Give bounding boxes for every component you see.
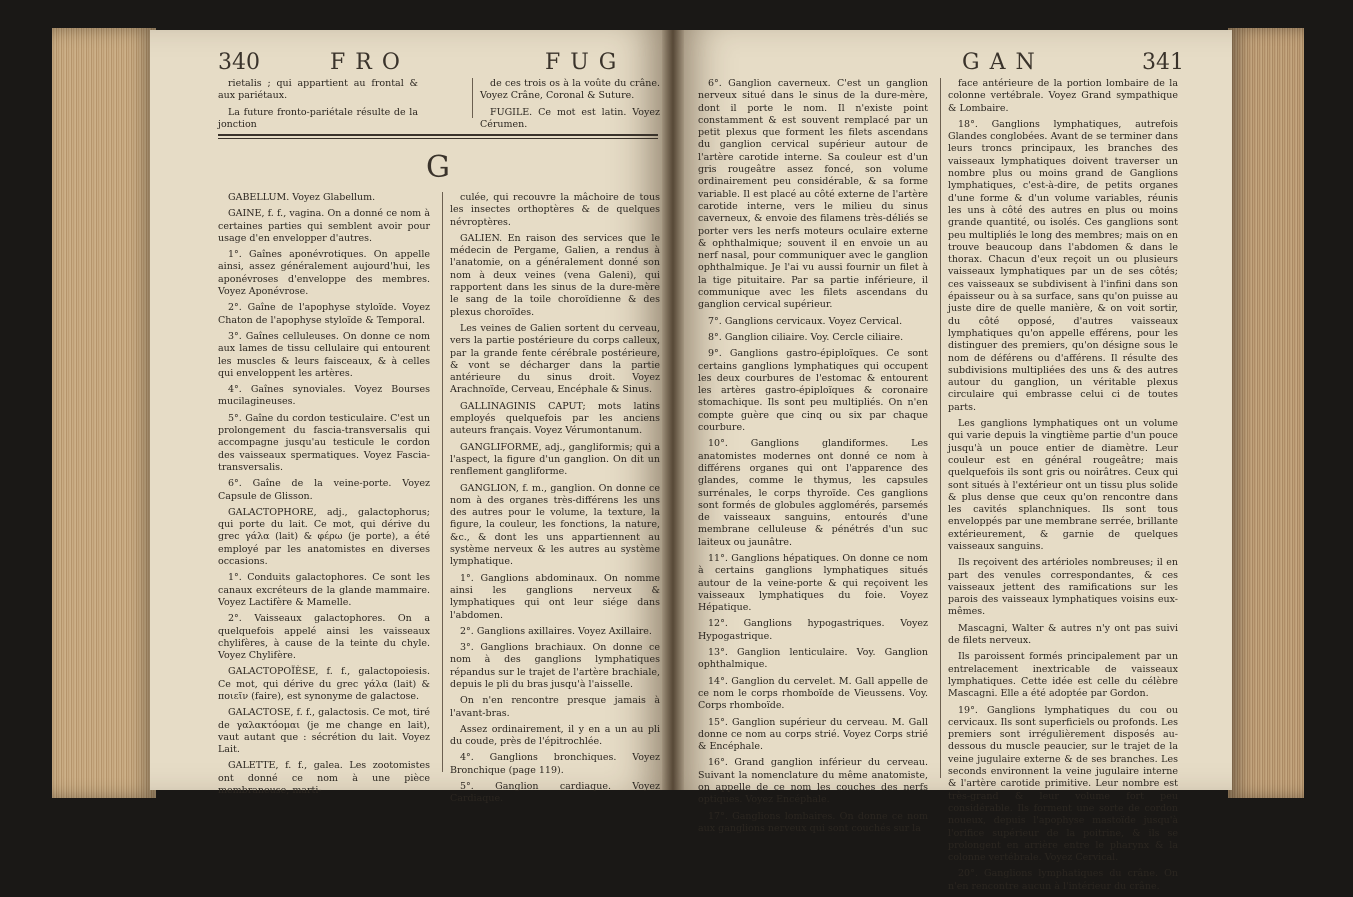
entry: Les veines de Galien sortent du cerveau, vers la partie postérieure du corps calleux, par la grande fente cérébrale postérieure, & vont se décharger dans la partie antérieure du sinus droit. Voyez Arachnoïde, Cerveau, Encéphale & Sinus. [450,322,660,396]
running-header-left: FRO [330,50,410,75]
entry: 19°. Ganglions lymphatiques du cou ou cervicaux. Ils sont superficiels ou profonds. Les premiers sont irrégulièrement disposés au-dessous du muscle peaucier, sur le trajet de la veine jugulaire externe & de ses branches. Les seconds environnent la veine jugulaire interne & l'artère carotide primitive. Leur nombre est très-grand & leur volume fort peu considérable. Ils forment une sorte de cordon noueux, depuis l'apophyse mastoïde jusqu'à l'orifice supérieur de la poitrine, & ils se prolongent en arrière entre le pharynx & la colonne vertébrale. Voyez Cervical. [948,704,1178,864]
entry: 2°. Gaîne de l'apophyse styloïde. Voyez Chaton de l'apophyse styloïde & Temporal. [218,302,430,326]
entry: 20°. Ganglions lymphatiques du crâne. On n'en rencontre aucun à l'intérieur du crâne. [948,868,1178,892]
entry: 2°. Vaisseaux galactophores. On a quelquefois appelé ainsi les vaisseaux chylifères, à cause de la teinte du chyle. Voyez Chylifère. [218,613,430,662]
entry: 8°. Ganglion ciliaire. Voy. Cercle ciliaire. [708,331,904,343]
entry: Ils reçoivent des artérioles nombreuses; il en part des venules correspondantes, & ces vaisseaux jettent des ramifications sur les parois des vaisseaux lymphatiques voisins eux-mêmes. [948,557,1178,618]
entry: 3°. Gaînes celluleuses. On donne ce nom aux lames de tissu cellulaire qui entourent les muscles & leurs faisceaux, & à celles qui enveloppent les artères. [218,330,430,379]
entry: 6°. Ganglion caverneux. C'est un ganglion nerveux situé dans le sinus de la dure-mère, dont il porte le nom. Il n'existe point constamment & est souvent remplacé par un petit plexus que forment les filets ascendans du ganglion cervical supérieur autour de l'artère carotide interne. Sa couleur est d'un gris rougeâtre assez foncé, son volume ordinairement peu considérable, & sa forme variable. Il est placé au côté externe de l'artère carotide interne, vers le milieu du sinus caverneux, & envoie des filamens très-déliés se porter vers les nerfs moteurs oculaire externe & ophthalmique; souvent il en envoie un au nerf nasal, pour communiquer avec le ganglion ophthalmique. Je l'ai vu aussi fournir un filet à la tige pituitaire. Par sa partie inférieure, il communique avec les filets ascendans du ganglion cervical supérieur. [698,78,928,311]
page-number: 340 [218,50,260,75]
entry: 18°. Ganglions lymphatiques, autrefois Glandes conglobées. Avant de se terminer dans leurs troncs principaux, les branches des vaisseaux lymphatiques doivent traverser un nombre plus ou moins grand de Ganglions lymphatiques, c'est-à-dire, de petits organes d'une forme & d'un volume variables, réunis les uns à côté des autres en plus ou moins grande quantité, ou isolés. Ces ganglions sont peu multipliés le long des membres; mais on en trouve beaucoup dans l'abdomen & dans le thorax. Chacun d'eux reçoit un ou plusieurs vaisseaux lymphatiques par un de ses côtés; ces vaisseaux se subdivisent à l'infini dans son épaisseur ou à sa surface, sans qu'on puisse au juste dire de quelle manière, & on voit sortir, du côté opposé, d'autres vaisseaux lymphatiques qu'on appelle efférens, pour les distinguer des premiers, qu'on désigne sous le nom de déférens ou d'afférens. Il résulte des subdivisions multipliées des uns & des autres autour du ganglion, un véritable plexus circulaire qui embrasse celui ci de toutes parts. [948,118,1178,413]
left-page [150,30,672,805]
entry: 1°. Gaînes aponévrotiques. On appelle ainsi, assez généralement aujourd'hui, les aponévroses d'enveloppe des membres. Voyez Aponévrose. [218,249,430,298]
entry: Assez ordinairement, il y en a un au pli du coude, près de l'épitrochlée. [450,723,660,748]
entry: 4°. Ganglions bronchiques. Voyez Bronchique (page 119). [450,752,660,776]
column-2 [948,78,1178,897]
entry: GANGLIFORME, adj., gangliformis; qui a l'aspect, la figure d'un ganglion. On dit un renflement gangliforme. [450,441,660,478]
entry: GALIEN. En raison des services que le médecin de Pergame, Galien, a rendus à l'anatomie, on a généralement donné son nom à deux veines (vena Galeni), qui rapportent dans les sinus de la dure-mère le sang de la toile choroïdienne & des plexus choroïdes. [450,232,660,318]
paragraph: de ces trois os à la voûte du crâne. Voyez Crâne, Coronal & Suture. [480,78,660,102]
entry: GALETTE, f. f., galea. Les zootomistes ont donné ce nom à une pièce membraneuse, marti- [218,760,430,797]
book-page-edges-left [52,28,156,798]
entry: 1°. Ganglions abdominaux. On nomme ainsi les ganglions nerveux & lymphatiques qui ont leur siége dans l'abdomen. [450,572,660,621]
entry: 9°. Ganglions gastro-épiploïques. Ce sont certains ganglions lymphatiques qui occupent les deux courbures de l'estomac & entourent les artères gastro-épiploïques & coronaire stomachique. Ils sont peu multipliés. On n'en compte guère que cinq ou six par chaque courbure. [698,348,928,434]
column-2 [450,192,660,810]
column-1 [218,192,430,801]
entry: face antérieure de la portion lombaire de la colonne vertébrale. Voyez Grand sympathique & Lombaire. [948,78,1178,114]
entry: GAINE, f. f., vagina. On a donné ce nom à certaines parties qui semblent avoir pour usage d'en envelopper d'autres. [218,208,430,244]
entry: 7°. Ganglions cervicaux. Voyez Cervical. [708,315,903,327]
entry: On n'en rencontre presque jamais à l'avant-bras. [450,695,660,719]
book-page-edges-right [1228,28,1304,798]
entry: 1°. Conduits galactophores. Ce sont les canaux excréteurs de la glande mammaire. Voyez Lactifère & Mamelle. [218,572,430,608]
entry: 4°. Gaînes synoviales. Voyez Bourses mucilagineuses. [218,384,430,408]
entry: Les ganglions lymphatiques ont un volume qui varie depuis la vingtième partie d'un pouce jusqu'à un pouce entier de diamètre. Leur couleur est en général rougeâtre; mais quelquefois ils sont gris ou noirâtres. Ceux qui sont situés à l'extérieur ont un tissu plus solide & plus dense que ceux qu'on rencontre dans les cavités splanchniques. Ils sont tous enveloppés par une membrane serrée, brillante extérieurement, & garnie de quelques vaisseaux sanguins. [948,418,1178,552]
entry: 13°. Ganglion lenticulaire. Voy. Ganglion ophthalmique. [698,647,928,671]
entry: 2°. Ganglions axillaires. Voyez Axillaire. [460,625,652,637]
entry: 14°. Ganglion du cervelet. M. Gall appelle de ce nom le corps rhomboïde de Vieussens. Voy. Corps rhomboïde. [698,675,928,712]
running-header: GAN [962,50,1045,75]
column-divider [472,78,473,118]
page-number: 341 [1142,50,1184,75]
entry: 16°. Grand ganglion inférieur du cerveau. Suivant la nomenclature du même anatomiste, on appelle de ce nom les couches des nerfs optiques. Voyez Encéphale. [698,757,928,806]
entry: 11°. Ganglions hépatiques. On donne ce nom à certains ganglions lymphatiques situés autour de la veine-porte & qui reçoivent les vaisseaux lymphatiques du foie. Voyez Hépatique. [698,552,928,614]
entry: GALACTOSE, f. f., galactosis. Ce mot, tiré de γαλακτόομαι (je me change en lait), vaut autant que : sécrétion du lait. Voyez Lait. [218,707,430,756]
entry: 5°. Ganglion cardiaque. Voyez Cardiaque. [450,781,660,805]
entry: 3°. Ganglions brachiaux. On donne ce nom à des ganglions lymphatiques répandus sur le trajet de l'artère brachiale, depuis le pli du bras jusqu'à l'aisselle. [450,642,660,690]
column-divider [940,78,941,778]
running-header-right: FUG [545,50,627,75]
entry: GANGLION, f. m., ganglion. On donne ce nom à des organes très-différens les uns des autres pour le volume, la texture, la figure, la couleur, les fonctions, la nature, &c., & dont les uns appartiennent au système nerveux & les autres au système lymphatique. [450,482,660,568]
entry: GALLINAGINIS CAPUT; mots latins employés quelquefois par les anciens auteurs français. Voyez Vérumontanum. [450,400,660,437]
column-divider [442,192,443,772]
column-1 [698,78,928,839]
entry: GALACTOPOÏÈSE, f. f., galactopoiesis. Ce mot, qui dérive du grec γάλα (lait) & ποιεῖν (faire), est synonyme de galactose. [218,666,430,702]
entry: 5°. Gaîne du cordon testiculaire. C'est un prolongement du fascia-transversalis qui accompagne jusqu'au testicule le cordon des vaisseaux spermatiques. Voyez Fascia-transversalis. [218,412,430,473]
entry: GABELLUM. Voyez Glabellum. [228,192,376,203]
entry: 6°. Gaîne de la veine-porte. Voyez Capsule de Glisson. [218,478,430,502]
section-letter: G [426,150,450,185]
paragraph: FUGILE. Ce mot est latin. Voyez Cérumen. [480,106,660,130]
entry: culée, qui recouvre la mâchoire de tous les insectes orthoptères & de quelques névroptères. [450,192,660,228]
section-rule-thin [218,138,658,139]
entry: 10°. Ganglions glandiformes. Les anatomistes modernes ont donné ce nom à différens organes qui ont l'apparence des glandes, comme le thymus, les capsules surrénales, le corps thyroïde. Ces ganglions sont formés de globules agglomérés, parsemés de vaisseaux sanguins, entourés d'une membrane celluleuse & pénétrés d'un suc laiteux ou jaunâtre. [698,438,928,548]
paragraph: rietalis ; qui appartient au frontal & aux pariétaux. [218,78,418,102]
top-column-1 [218,78,418,135]
right-page [672,30,1232,892]
book-gutter [662,30,684,790]
entry: 17°. Ganglions lombaires. On donne ce nom aux ganglions nerveux qui sont couchés sur la [698,810,928,834]
entry: 15°. Ganglion supérieur du cerveau. M. Gall donne ce nom au corps strié. Voyez Corps strié & Encéphale. [698,716,928,753]
section-rule [218,134,658,136]
entry: 12°. Ganglions hypogastriques. Voyez Hypogastrique. [698,618,928,642]
top-column-2 [480,78,660,135]
entry: Mascagni, Walter & autres n'y ont pas suivi de filets nerveux. [948,622,1178,647]
entry: Ils paroissent formés principalement par un entrelacement inextricable de vaisseaux lymphatiques. Cette idée est celle du célèbre Mascagni. Elle a été adoptée par Gordon. [948,651,1178,700]
paragraph: La future fronto-pariétale résulte de la jonction [218,106,418,130]
entry: GALACTOPHORE, adj., galactophorus; qui porte du lait. Ce mot, qui dérive du grec γάλα (lait) & φέρω (je porte), a été employé par les anatomistes en diverses occasions. [218,506,430,568]
